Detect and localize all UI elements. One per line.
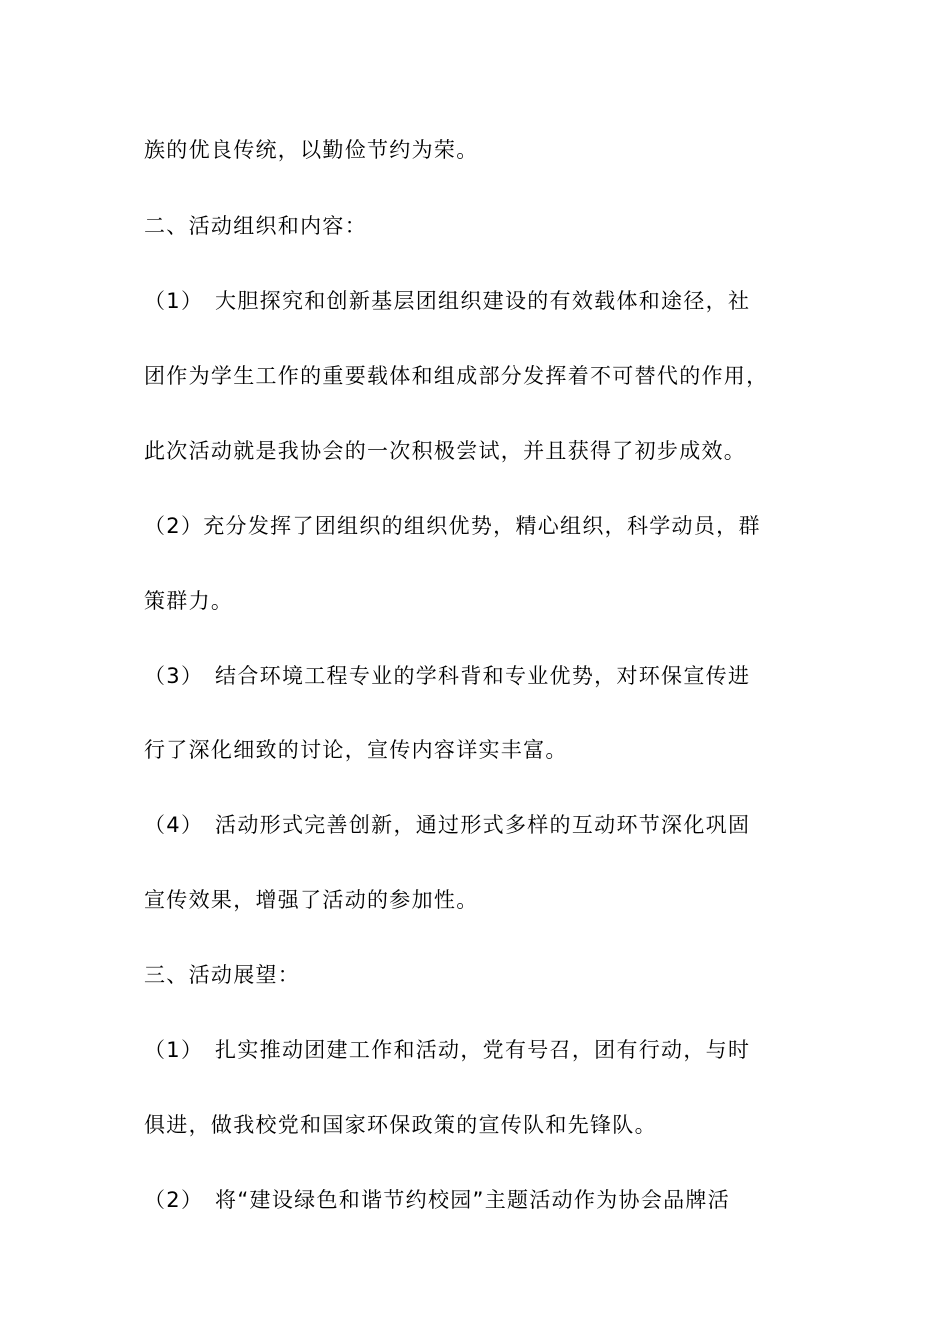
text-line: （2） 将“建设绿色和谐节约校园”主题活动作为协会品牌活 bbox=[144, 1188, 731, 1212]
text-line: 宣传效果，增强了活动的参加性。 bbox=[144, 888, 479, 912]
text-line: 行了深化细致的讨论，宣传内容详实丰富。 bbox=[144, 738, 568, 762]
text-line: （3） 结合环境工程专业的学科背和专业优势，对环保宣传进 bbox=[144, 664, 751, 688]
text-line: 族的优良传统，以勤俭节约为荣。 bbox=[144, 138, 479, 162]
text-line: 团作为学生工作的重要载体和组成部分发挥着不可替代的作用， bbox=[144, 364, 769, 388]
text-line: 俱进，做我校党和国家环保政策的宣传队和先锋队。 bbox=[144, 1113, 657, 1137]
text-line: 策群力。 bbox=[144, 589, 234, 613]
text-line: 此次活动就是我协会的一次积极尝试，并且获得了初步成效。 bbox=[144, 439, 747, 463]
section-heading: 二、活动组织和内容： bbox=[144, 214, 367, 238]
text-line: （1） 扎实推动团建工作和活动，党有号召，团有行动，与时 bbox=[144, 1038, 751, 1062]
text-line: （4） 活动形式完善创新，通过形式多样的互动环节深化巩固 bbox=[144, 813, 751, 837]
text-line: （2）充分发挥了团组织的组织优势，精心组织，科学动员，群 bbox=[144, 514, 761, 538]
text-line: （1） 大胆探究和创新基层团组织建设的有效载体和途径，社 bbox=[144, 289, 751, 313]
section-heading: 三、活动展望： bbox=[144, 963, 301, 987]
